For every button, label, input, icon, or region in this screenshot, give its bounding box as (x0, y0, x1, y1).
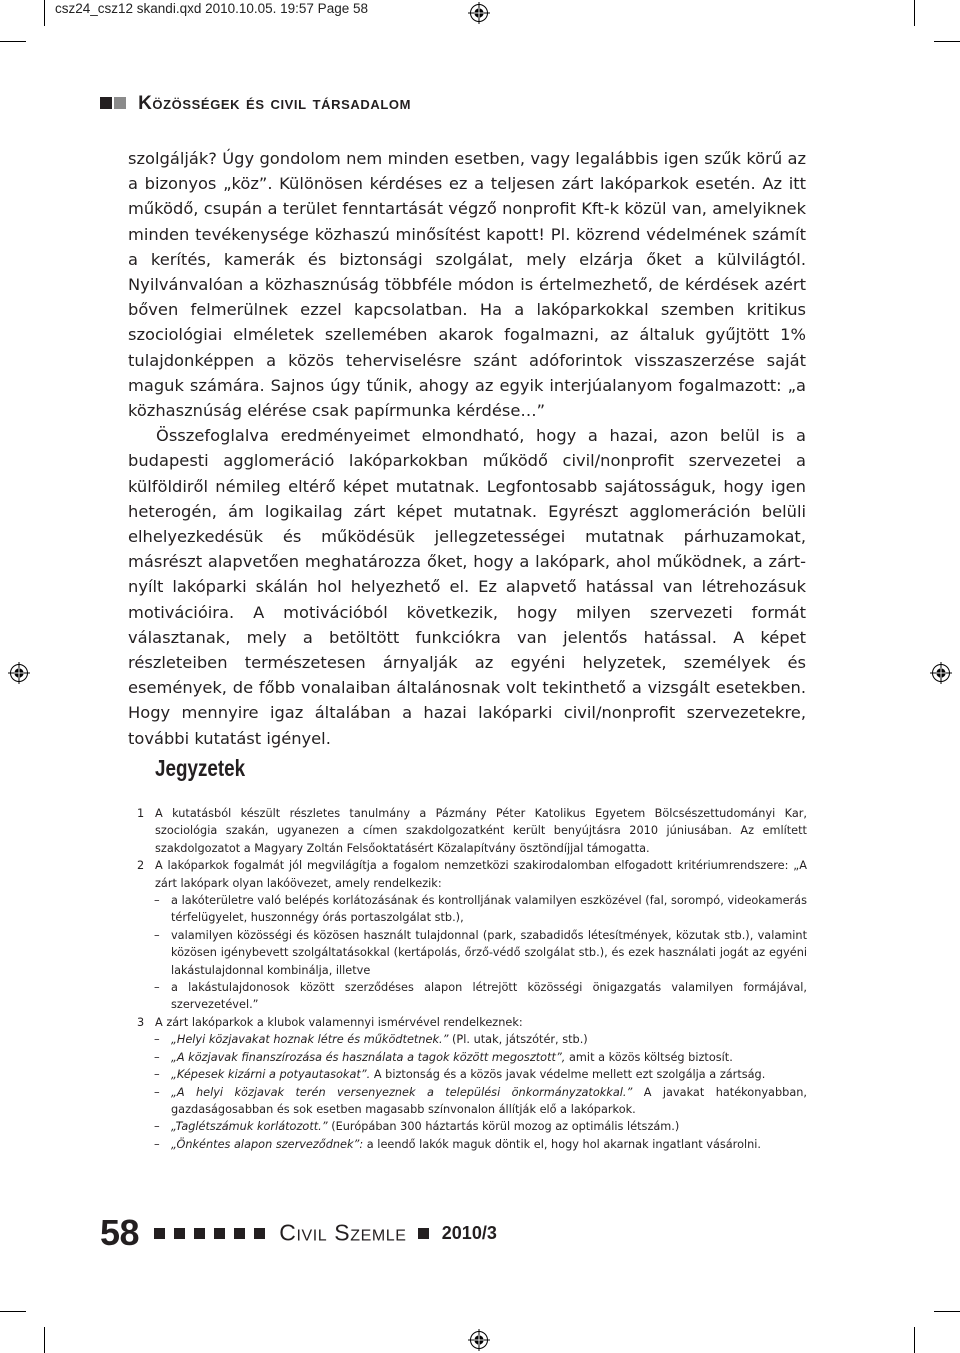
print-slug: csz24_csz12 skandi.qxd 2010.10.05. 19:57 Page 58 (55, 1, 368, 16)
endnote (124, 805, 807, 857)
endnote-number: 3 (137, 1015, 145, 1029)
endnote-list-item: – „A közjavak finanszírozása és használata a tagok között megosztott”, amit a közös költség biztosít. (154, 1050, 733, 1064)
endnotes (124, 805, 807, 1153)
endnote-list-item: – „A helyi közjavak terén versenyeznek a települési önkormányzatokkal.” A javakat hatékonyabban, gazdaságosabban és sok esetben magasabb színvonalon állítják elő a lakóparkok. (154, 1085, 807, 1116)
crop-mark (0, 41, 26, 42)
crop-mark (0, 1311, 26, 1312)
square-bullet-icon (174, 1228, 185, 1239)
square-bullet-icon (100, 97, 112, 109)
section-header (100, 93, 411, 115)
square-bullet-icon (254, 1228, 265, 1239)
square-bullet-icon (214, 1228, 225, 1239)
paragraph: szolgálják? Úgy gondolom nem minden esetben, vagy legalábbis igen szűk körű az a bizonyos „köz”. Különösen kérdéses ez a teljesen zárt lakóparkok esetén. Az itt működő, csupán a terület fenntartását végző nonprofit Kft-k közül van, amelyiknek minden tevékenysége közhaszú minősítést kapott! Pl. közrend védelmének számít a kerítés, kamerák és biztonsági szolgálat, mely elzárja őket a külvilágtól. Nyilvánvalóan a közhasznúság többféle módon is értelmezhető, de kérdések azért bőven felmerülnek ezzel kapcsolatban. Ha a lakóparkokkal szemben kritikus szociológiai elméletek szellemében akarok fogalmazni, az általuk gyűjtött 1% tulajdonképpen a közös teherviselésre szánt adóforintok visszaszerzése saját maguk számára. Sajnos úgy tűnik, ahogy az egyik interjúalanyom fogalmazott: „a közhasznúság elérése csak papírmunka kérdése…” (128, 149, 806, 421)
registration-mark-icon (468, 1329, 490, 1351)
endnote-list-item: – a lakástulajdonosok között szerződéses alapon létrejött közösségi önigazgatás valamilyen formájával, szervezetével.” (154, 981, 807, 1012)
section-title: Közösségek és civil társadalom (138, 93, 411, 114)
crop-mark (914, 1327, 915, 1353)
journal-title: Civil Szemle (279, 1219, 407, 1246)
crop-mark (44, 1327, 45, 1353)
issue-number: 2010/3 (441, 1222, 497, 1243)
endnote-list-item: – „Önkéntes alapon szerveződnek”: a leendő lakók maguk döntik el, hogy hol akarnak ingatlant vásárolni. (154, 1137, 762, 1151)
crop-mark (934, 41, 960, 42)
square-bullet-icon (234, 1228, 245, 1239)
square-bullet-icon (418, 1228, 429, 1239)
endnote-text: A kutatásból készült részletes tanulmány a Pázmány Péter Katolikus Egyetem Bölcsészettudományi Kar, szociológia szakán, ugyanezen a címen szakdolgozatként került benyújtásra 2010 júniusában. Az említett szakdolgozatot a Magyary Zoltán Felsőoktatásért Közalapítvány ösztöndíjjal támogatta. (155, 807, 807, 855)
main-text (128, 146, 806, 751)
crop-mark (44, 0, 45, 26)
endnote (124, 857, 807, 892)
notes-heading: Jegyzetek (155, 755, 246, 781)
footer-square-ornament (154, 1224, 274, 1243)
page-number: 58 (100, 1212, 140, 1253)
square-bullet-icon (154, 1228, 165, 1239)
crop-mark (914, 0, 915, 26)
endnote-number: 2 (137, 859, 145, 873)
square-bullet-icon (114, 97, 126, 109)
registration-mark-icon (8, 662, 30, 684)
endnote-list-item: – valamilyen közösségi és közösen használt tulajdonnal (park, szabadidős létesítmények, közutak stb.), valamint közösen igénybevett szolgáltatásokkal (kertápolás, őrző-védő szolgálat stb.), és ezek használati jogát az egyéni lakástulajdonnal kombinálja, illetve (154, 928, 807, 977)
paragraph: Összefoglalva eredményeimet elmondható, hogy a hazai, azon belül is a budapesti agglomeráció lakóparkokban működő civil/nonprofit szervezetei a külföldiről némileg eltérő képet mutatnak. Legfontosabb sajátosságuk, hogy igen heterogén, ám logikailag zárt képet mutatnak. Egyrészt agglomeráción belüli elhelyezkedésük és működésük jellegzetességei mutatnak párhuzamokat, másrészt alapvetően meghatározza őket, hogy a lakópark, ahol működnek, a zárt-nyílt lakóparki skálán hol helyezhető el. Ez alapvető hatással van létrehozásuk motivációira. A motivációból következik, hogy milyen szervezeti formát választanak, mely a betöltött funkciókra van jelentős hatással. A képet részleteiben természetesen árnyalják az egyéni helyzetek, személyek és események, de főbb vonalaiban általánosnak volt tekinthető a vizsgált esetekben. Hogy mennyire igaz általában a hazai lakóparki civil/nonprofit szervezetekre, további kutatást igényel. (128, 426, 806, 748)
endnote-text: A zárt lakóparkok a klubok valamennyi ismérvével rendelkeznek: (155, 1015, 523, 1029)
endnote-list-item: – „Helyi közjavakat hoznak létre és működtetnek.” (Pl. utak, játszótér, stb.) (154, 1033, 588, 1047)
square-bullet-icon (194, 1228, 205, 1239)
endnote-list-item: – „Képesek kizárni a potyautasokat”. A biztonság és a közös javak védelme mellett ezt szolgálja a zártság. (154, 1068, 766, 1082)
page-footer (100, 1212, 497, 1254)
endnote-number: 1 (137, 807, 145, 820)
endnote-list-item: – „Taglétszámuk korlátozott.” (Európában 300 háztartás körül mozog az optimális létszám.) (154, 1120, 680, 1134)
footer-square-ornament (418, 1224, 435, 1243)
endnote-text: A lakóparkok fogalmát jól megvilágítja a fogalom nemzetközi szakirodalomban elfogadott kritériumrendszere: „A zárt lakópark olyan lakóövezet, amely rendelkezik: (155, 859, 807, 890)
registration-mark-icon (468, 2, 490, 24)
endnote-list-item: – a lakóterületre való belépés korlátozásának és kontrolljának valamilyen eszközével (fal, sorompó, videokamerás térfelügyelet, huszonnégy órás portaszolgálat stb.), (154, 894, 807, 925)
endnote (124, 1014, 807, 1031)
registration-mark-icon (930, 662, 952, 684)
crop-mark (934, 1311, 960, 1312)
